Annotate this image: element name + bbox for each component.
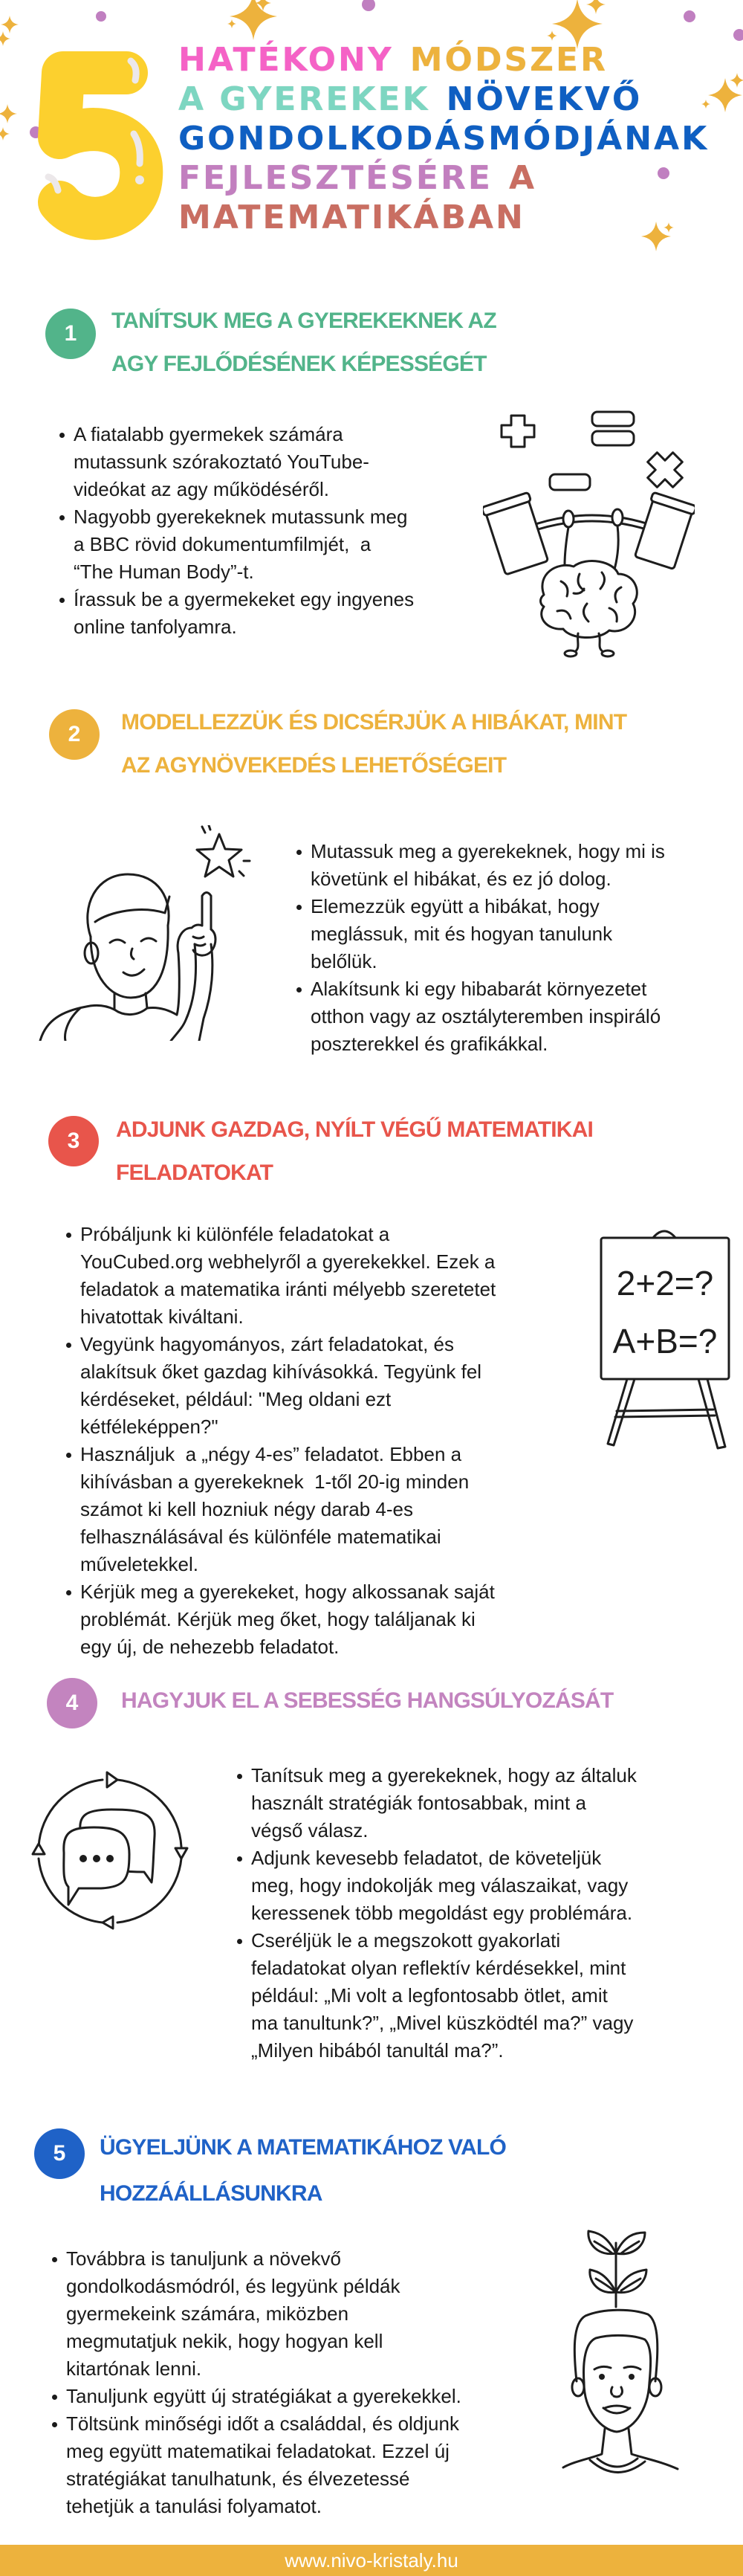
- bullet-icon: [52, 2257, 57, 2262]
- bullet-item: [66, 2410, 461, 2520]
- dot-decoration: [684, 10, 695, 22]
- big-numeral-five: [22, 45, 171, 245]
- bullet-text: Cseréljük le a megszokott gyakorlati feladatokat olyan reflektív kérdésekkel, mint például: „Mi volt a legfontosabb ötlet, amit ma tanultunk?”, „Mivel küszködtél ma?” vagy „Milyen hibából tanultál ma?”.: [251, 1929, 634, 2062]
- bullet-list: [80, 1221, 496, 1661]
- bullet-icon: [296, 987, 302, 992]
- bullet-item: [311, 838, 665, 893]
- dot-decoration: [733, 29, 743, 41]
- title-word: MATEMATIKÁBAN: [178, 198, 525, 236]
- bullet-text: Adjunk kevesebb feladatot, de követeljük meg, hogy indokolják meg válaszaikat, vagy keressenek több megoldást egy problémára.: [251, 1847, 633, 1924]
- sparkle-icon: [227, 19, 236, 28]
- boy-pointing-at-star-illustration: [37, 825, 253, 1041]
- title-word: FEJLESZTÉSÉRE: [178, 159, 493, 197]
- bullet-text: Tanítsuk meg a gyerekeknek, hogy az általuk használt stratégiák fontosabbak, mint a végső válasz.: [251, 1764, 637, 1841]
- bullet-text: A fiatalabb gyermekek számára mutassunk szórakoztató YouTube- videókat az agy működéséről.: [74, 423, 369, 500]
- website-link[interactable]: www.nivo-kristaly.hu: [285, 2549, 458, 2572]
- bullet-icon: [59, 433, 65, 438]
- title-word: A: [508, 159, 536, 197]
- dot-decoration: [362, 0, 375, 11]
- bullet-icon: [52, 2422, 57, 2427]
- bullet-text: Mutassuk meg a gyerekeknek, hogy mi is követünk el hibákat, és ez jó dolog.: [311, 840, 665, 890]
- bullet-item: [74, 503, 414, 586]
- dot-decoration: [96, 11, 106, 22]
- bullet-item: [66, 2245, 461, 2383]
- section-number-badge: 4: [47, 1678, 97, 1728]
- bullet-list: [251, 1762, 637, 2065]
- bullet-icon: [296, 905, 302, 910]
- arrow-icon: [107, 1772, 117, 1787]
- section-number-badge: 1: [45, 309, 96, 359]
- bullet-item: [80, 1578, 496, 1661]
- bullet-text: Próbáljunk ki különféle feladatokat a YouCubed.org webhelyről a gyerekekkel. Ezek a feladatok a matematika iránti mélyebb szeretetet hivatottak kiváltani.: [80, 1223, 496, 1328]
- section-heading-line: AGY FEJLŐDÉSÉNEK KÉPESSÉGÉT: [111, 352, 487, 376]
- bullet-text: Töltsünk minőségi időt a családdal, és oldjunk meg együtt matematikai feladatokat. Ezzel új stratégiákat tanulhatunk, és élvezetessé tehetjük a tanulási folyamatot.: [66, 2412, 459, 2517]
- bullet-list: [311, 838, 665, 1058]
- bullet-item: [311, 893, 665, 975]
- bullet-item: [80, 1441, 496, 1578]
- bullet-text: Továbbra is tanuljunk a növekvő gondolkodásmódról, és legyünk példák gyermekeink számára, miközben megmutatjuk nekik, hogy hogyan kell kitartónak lenni.: [66, 2247, 400, 2380]
- bullet-list: [74, 421, 414, 641]
- plus-icon: [502, 416, 534, 447]
- bullet-item: [80, 1221, 496, 1331]
- chalkboard-easel-illustration: [597, 1227, 733, 1451]
- boy-with-plant-illustration: [557, 2227, 684, 2479]
- bullet-icon: [66, 1343, 71, 1348]
- bullet-text: Tanuljunk együtt új stratégiákat a gyerekekkel.: [66, 2385, 461, 2407]
- title-line: [178, 198, 709, 237]
- minus-icon: [550, 474, 590, 490]
- section-heading: [100, 2125, 506, 2217]
- section-heading-line: MODELLEZZÜK ÉS DICSÉRJÜK A HIBÁKAT, MINT: [121, 710, 627, 735]
- title-word: NÖVEKVŐ: [446, 80, 643, 118]
- bullet-text: Használjuk a „négy 4-es” feladatot. Ebben a kihívásban a gyerekeknek 1-től 20-ig minden számot ki kell hozniuk négy darab 4-es felhasználásával és különféle matematikai műveletekkel.: [80, 1443, 470, 1575]
- sparkle-icon: [586, 0, 606, 14]
- footer: [0, 2545, 743, 2576]
- bullet-item: [251, 1844, 637, 1927]
- title-word: HATÉKONY: [178, 41, 394, 79]
- times-icon: [640, 445, 690, 495]
- bullet-text: Nagyobb gyerekeknek mutassunk meg a BBC rövid dokumentumfilmjét, a “The Human Body”-t.: [74, 506, 408, 583]
- sparkle-icon: [730, 73, 743, 88]
- bullet-item: [251, 1927, 637, 2065]
- arrow-icon: [175, 1848, 187, 1859]
- section-heading-line: FELADATOKAT: [116, 1161, 273, 1185]
- star-icon: [197, 834, 241, 877]
- arrow-icon: [33, 1844, 45, 1854]
- bullet-icon: [237, 1856, 242, 1862]
- bullet-icon: [59, 515, 65, 520]
- section-heading: [111, 300, 496, 386]
- bullet-item: [66, 2383, 461, 2410]
- section-heading: [116, 1108, 593, 1195]
- chalkboard-equation: 2+2=?: [616, 1264, 714, 1302]
- bullet-icon: [237, 1939, 242, 1944]
- title-line: [178, 80, 709, 119]
- speech-bubble-icon: [64, 1827, 129, 1905]
- section-heading: [121, 1679, 613, 1723]
- equals-icon: [592, 412, 634, 426]
- section-number-badge: 3: [48, 1116, 99, 1166]
- sparkle-icon: [547, 30, 557, 41]
- bullet-list: [66, 2245, 461, 2520]
- section-heading: [121, 701, 626, 787]
- sparkle-icon: [230, 0, 277, 40]
- page-title: [178, 40, 709, 237]
- title-word: GONDOLKODÁSMÓDJÁNAK: [178, 120, 710, 158]
- title-line: [178, 40, 709, 80]
- brain-lifting-barbell-illustration: [483, 409, 695, 658]
- bullet-item: [80, 1331, 496, 1441]
- arrow-icon: [103, 1917, 113, 1928]
- title-word: A GYEREKEK: [178, 80, 430, 118]
- bullet-item: [251, 1762, 637, 1844]
- bullet-icon: [66, 1590, 71, 1595]
- section-heading-line: TANÍTSUK MEG A GYEREKEKNEK AZ: [111, 309, 496, 333]
- title-word: MÓDSZER: [409, 41, 608, 79]
- bullet-text: Írassuk be a gyermekeket egy ingyenes online tanfolyamra.: [74, 588, 415, 638]
- section-heading-line: HAGYJUK EL A SEBESSÉG HANGSÚLYOZÁSÁT: [121, 1688, 614, 1713]
- bullet-text: Elemezzük együtt a hibákat, hogy meglássuk, mit és hogyan tanulunk belőlük.: [311, 895, 613, 972]
- bullet-icon: [237, 1774, 242, 1779]
- brain-icon: [541, 561, 637, 638]
- bullet-text: Alakítsunk ki egy hibabarát környezetet otthon vagy az osztályteremben inspiráló poszterekkel és grafikákkal.: [311, 978, 661, 1055]
- cycle-speech-bubbles-illustration: [30, 1771, 190, 1931]
- section-heading-line: AZ AGYNÖVEKEDÉS LEHETŐSÉGEIT: [121, 753, 507, 778]
- bullet-item: [74, 586, 414, 641]
- bullet-icon: [296, 850, 302, 855]
- bullet-icon: [52, 2395, 57, 2400]
- section-number-badge: 5: [34, 2128, 85, 2179]
- sparkle-icon: [0, 104, 17, 123]
- sparkle-icon: [0, 127, 10, 141]
- bullet-text: Kérjük meg a gyerekeket, hogy alkossanak saját problémát. Kérjük meg őket, hogy találjanak ki egy új, de nehezebb feladatot.: [80, 1581, 495, 1658]
- bullet-icon: [66, 1233, 71, 1238]
- title-line: [178, 119, 709, 158]
- section-heading-line: ÜGYELJÜNK A MATEMATIKÁHOZ VALÓ: [100, 2135, 507, 2160]
- bullet-icon: [66, 1453, 71, 1458]
- bullet-item: [74, 421, 414, 503]
- chalkboard-equation: A+B=?: [612, 1322, 718, 1360]
- bullet-text: Vegyünk hagyományos, zárt feladatokat, és alakítsuk őket gazdag kihívásokká. Tegyünk fel kérdéseket, például: "Meg oldani ezt kétféleképpen?": [80, 1333, 482, 1438]
- bullet-icon: [59, 598, 65, 603]
- title-line: [178, 158, 709, 198]
- bullet-item: [311, 975, 665, 1058]
- sparkle-icon: [1, 16, 19, 33]
- section-number-badge: 2: [49, 709, 100, 760]
- section-heading-line: HOZZÁÁLLÁSUNKRA: [100, 2181, 322, 2206]
- sparkle-icon: [0, 31, 10, 46]
- section-heading-line: ADJUNK GAZDAG, NYÍLT VÉGŰ MATEMATIKAI: [116, 1117, 594, 1142]
